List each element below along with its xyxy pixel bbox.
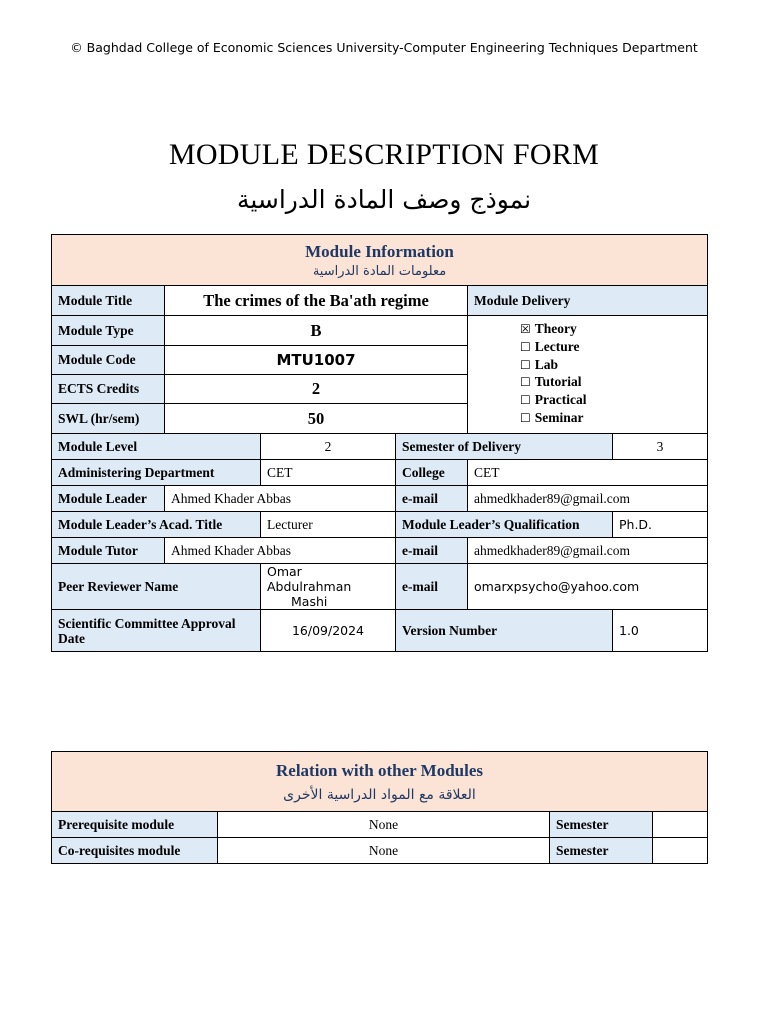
corequisite-module-label: Co-requisites module [52, 838, 218, 864]
module-information-title-arabic: معلومات المادة الدراسية [312, 263, 447, 279]
module-leader-value: Ahmed Khader Abbas [165, 486, 396, 512]
prerequisite-module-label: Prerequisite module [52, 812, 218, 838]
module-tutor-email-label: e-mail [396, 538, 468, 564]
module-leader-qualification-label: Module Leader’s Qualification [396, 512, 613, 538]
delivery-option-tutorial[interactable]: ☐ Tutorial [520, 374, 582, 390]
module-level-value: 2 [261, 434, 396, 460]
module-type-label: Module Type [52, 316, 165, 346]
peer-reviewer-email-label: e-mail [396, 564, 468, 610]
corequisite-semester-value [653, 838, 708, 864]
module-code-label: Module Code [52, 346, 165, 375]
module-type-value: B [165, 316, 468, 346]
module-code-value: MTU1007 [165, 346, 468, 375]
college-label: College [396, 460, 468, 486]
administering-department-value: CET [261, 460, 396, 486]
ects-credits-value: 2 [165, 375, 468, 404]
module-information-header [52, 235, 708, 286]
checkbox-unchecked-icon[interactable]: ☐ [520, 339, 531, 354]
module-leader-acad-title-label: Module Leader’s Acad. Title [52, 512, 261, 538]
module-tutor-label: Module Tutor [52, 538, 165, 564]
approval-date-value: 16/09/2024 [261, 610, 396, 652]
module-leader-email-label: e-mail [396, 486, 468, 512]
module-information-title: Module Information [305, 241, 454, 261]
prerequisite-semester-value [653, 812, 708, 838]
prerequisite-module-value: None [218, 812, 550, 838]
module-tutor-value: Ahmed Khader Abbas [165, 538, 396, 564]
checkbox-unchecked-icon[interactable]: ☐ [520, 410, 531, 425]
swl-value: 50 [165, 404, 468, 434]
peer-reviewer-email-value[interactable]: omarxpsycho@yahoo.com [468, 564, 708, 610]
semester-of-delivery-value: 3 [613, 434, 708, 460]
relation-modules-title: Relation with other Modules [276, 760, 483, 780]
module-leader-qualification-value: Ph.D. [613, 512, 708, 538]
module-delivery-label: Module Delivery [468, 286, 708, 316]
delivery-option-theory[interactable]: ☒ Theory [520, 321, 577, 336]
version-number-value: 1.0 [613, 610, 708, 652]
relation-modules-table [51, 751, 708, 864]
semester-of-delivery-label: Semester of Delivery [396, 434, 613, 460]
relation-modules-header [52, 752, 708, 812]
delivery-option-practical[interactable]: ☐ Practical [520, 392, 587, 408]
corequisite-module-value: None [218, 838, 550, 864]
module-information-table [51, 234, 708, 652]
approval-date-label: Scientific Committee Approval Date [52, 610, 261, 652]
module-title-value: The crimes of the Ba'ath regime [165, 286, 468, 316]
delivery-option-lecture[interactable]: ☐ Lecture [520, 338, 580, 354]
ects-credits-label: ECTS Credits [52, 375, 165, 404]
module-title-label: Module Title [52, 286, 165, 316]
module-delivery-options [468, 316, 708, 434]
peer-reviewer-label: Peer Reviewer Name [52, 564, 261, 610]
module-tutor-email-value[interactable]: ahmedkhader89@gmail.com [468, 538, 708, 564]
prerequisite-semester-label: Semester [550, 812, 653, 838]
copyright-notice: © Baghdad College of Economic Sciences University-Computer Engineering Techniques Department [70, 40, 698, 55]
swl-label: SWL (hr/sem) [52, 404, 165, 434]
delivery-option-seminar[interactable]: ☐ Seminar [520, 409, 584, 425]
relation-modules-title-arabic: العلاقة مع المواد الدراسية الأخرى [283, 786, 476, 803]
form-title: MODULE DESCRIPTION FORM [168, 138, 600, 171]
version-number-label: Version Number [396, 610, 613, 652]
college-value: CET [468, 460, 708, 486]
administering-department-label: Administering Department [52, 460, 261, 486]
delivery-option-lab[interactable]: ☐ Lab [520, 356, 559, 372]
checkbox-unchecked-icon[interactable]: ☐ [520, 393, 531, 408]
module-leader-acad-title-value: Lecturer [261, 512, 396, 538]
module-leader-label: Module Leader [52, 486, 165, 512]
corequisite-semester-label: Semester [550, 838, 653, 864]
peer-reviewer-value: Omar Abdulrahman Mashi [261, 564, 396, 610]
checkbox-unchecked-icon[interactable]: ☐ [520, 357, 531, 372]
module-leader-email-value[interactable]: ahmedkhader89@gmail.com [468, 486, 708, 512]
module-level-label: Module Level [52, 434, 261, 460]
checkbox-checked-icon[interactable]: ☒ [520, 322, 531, 336]
checkbox-unchecked-icon[interactable]: ☐ [520, 375, 531, 390]
form-title-arabic: نموذج وصف المادة الدراسية [236, 185, 532, 214]
